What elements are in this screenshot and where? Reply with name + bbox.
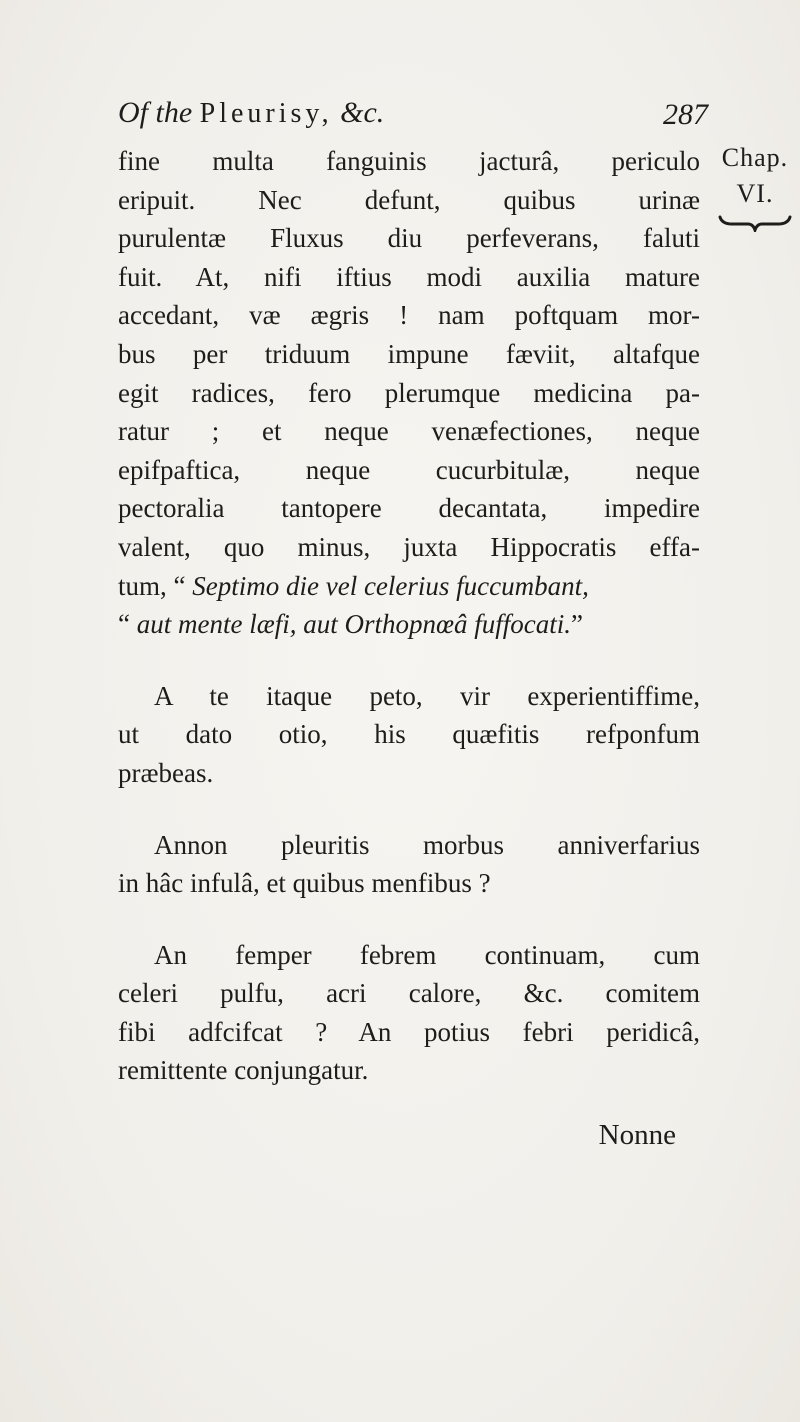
text-line: eripuit. Nec defunt, quibus urinæ bbox=[118, 184, 700, 215]
chapter-label: Chap. bbox=[721, 143, 789, 172]
text-line bbox=[118, 605, 700, 644]
text-line: An femper febrem continuam, cum bbox=[154, 939, 700, 970]
text-line: celeri pulfu, acri calore, &c. comitem bbox=[118, 978, 700, 1009]
text-line: accedant, væ ægris ! nam poftquam mor- bbox=[118, 300, 700, 331]
title-pleurisy: Pleurisy, bbox=[199, 98, 333, 129]
quote-mark: “ bbox=[173, 570, 186, 601]
text-line: præbeas. bbox=[118, 757, 214, 788]
text-line: fuit. At, nifi iftius modi auxilia mature bbox=[118, 261, 700, 292]
text-line: epifpaftica, neque cucurbitulæ, neque bbox=[118, 454, 700, 485]
title-etc: &c. bbox=[340, 96, 385, 129]
page-number: 287 bbox=[663, 98, 708, 131]
text-line: valent, quo minus, juxta Hippocratis effa- bbox=[118, 531, 700, 562]
text-line: pectoralia tantopere decantata, impedire bbox=[118, 493, 700, 524]
hippocrates-quote-2: aut mente læfi, aut Orthopnœâ fuffocati. bbox=[136, 609, 571, 640]
running-head bbox=[118, 96, 708, 140]
text-line: egit radices, fero plerumque medicina pa- bbox=[118, 377, 700, 408]
catchword: Nonne bbox=[598, 1119, 676, 1151]
text-line bbox=[118, 567, 700, 606]
title-the: the bbox=[155, 96, 193, 129]
paragraph-4 bbox=[118, 936, 700, 1090]
running-title bbox=[118, 96, 384, 130]
text-line: fine multa fanguinis jacturâ, periculo bbox=[118, 146, 700, 176]
paragraph-gap bbox=[118, 903, 700, 936]
body-text bbox=[118, 142, 700, 1090]
paragraph-gap bbox=[118, 644, 700, 677]
chapter-number: VI. bbox=[736, 179, 774, 208]
paragraph-1 bbox=[118, 142, 700, 644]
quote-close-mark: ” bbox=[570, 609, 583, 640]
text-line: fibi adfcifcat ? An potius febri peridicâ, bbox=[118, 1016, 700, 1047]
hippocrates-quote-1: Septimo die vel celerius fuccumbant, bbox=[192, 570, 589, 601]
paragraph-2 bbox=[118, 677, 700, 793]
text-line: purulentæ Fluxus diu perfeverans, faluti bbox=[118, 223, 700, 254]
title-of: Of bbox=[118, 96, 148, 129]
chapter-marginal-note bbox=[710, 140, 800, 232]
text-line: remittente conjungatur. bbox=[118, 1055, 369, 1086]
paragraph-3 bbox=[118, 826, 700, 903]
brace-ornament-icon bbox=[718, 214, 792, 232]
quote-mark: “ bbox=[118, 609, 130, 640]
text-line: Annon pleuritis morbus anniverfarius bbox=[154, 829, 700, 860]
text-line: ut dato otio, his quæfitis refponfum bbox=[118, 719, 700, 750]
text-line: in hâc infulâ, et quibus menfibus ? bbox=[118, 868, 491, 899]
text-line: bus per triduum impune fæviit, altafque bbox=[118, 338, 700, 369]
text-line: A te itaque peto, vir experientiffime, bbox=[154, 680, 700, 711]
text-line-start: tum, bbox=[118, 570, 167, 601]
text-line: ratur ; et neque venæfectiones, neque bbox=[118, 416, 700, 447]
paragraph-gap bbox=[118, 793, 700, 826]
